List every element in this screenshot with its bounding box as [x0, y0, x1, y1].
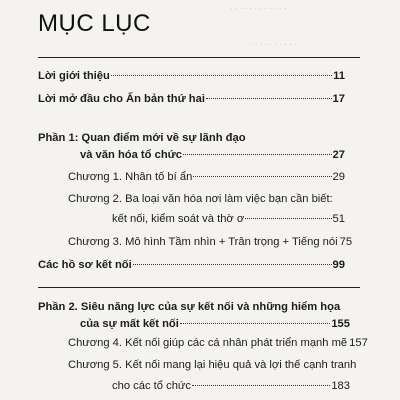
toc-entry-text: Chương 1. Nhân tố bí ẩn	[68, 171, 193, 183]
toc-entry-foreword[interactable]	[38, 92, 345, 106]
bleed-through-text: · · · · · · · · · · · ·	[230, 4, 287, 13]
toc-entry-part2-line1: Phần 2. Siêu năng lực của sự kết nối và những hiểm họa	[38, 301, 341, 313]
toc-page-number: 51	[332, 213, 345, 225]
toc-entry-text: cho các tổ chức	[112, 380, 192, 392]
toc-entry-text: Lời giới thiệu	[38, 70, 110, 82]
toc-entry-text: Các hồ sơ kết nối	[38, 259, 132, 271]
toc-page-number: 157	[349, 337, 368, 349]
toc-entry-profiles[interactable]	[38, 258, 345, 272]
dot-leader	[192, 385, 330, 386]
toc-entry-text: Lời mở đầu cho Ấn bản thứ hai	[38, 93, 205, 105]
toc-entry-text: và văn hóa tổ chức	[80, 149, 182, 161]
dot-leader	[180, 323, 330, 324]
toc-entry-ch1[interactable]	[68, 170, 345, 184]
toc-entry-text: của sự mất kết nối	[80, 318, 179, 330]
bleed-through-text: · · · · · · · · · ·	[250, 40, 297, 49]
toc-page-number: 17	[332, 93, 345, 105]
toc-entry-text: Chương 3. Mô hình Tầm nhìn + Trân trọng + Tiếng nói	[68, 236, 338, 248]
toc-entry-part1[interactable]	[80, 148, 345, 162]
toc-entry-ch2-line1: Chương 2. Ba loại văn hóa nơi làm việc bạn cần biết:	[68, 193, 333, 205]
toc-entry-intro[interactable]	[38, 69, 345, 83]
dot-leader	[183, 154, 332, 155]
toc-page-number: 27	[332, 149, 345, 161]
toc-page-number: 29	[332, 171, 345, 183]
toc-page-number: 11	[333, 70, 345, 82]
toc-page-number: 155	[331, 318, 350, 330]
toc-entry-ch5[interactable]	[112, 379, 350, 393]
page-title: MỤC LỤC	[38, 10, 151, 37]
toc-entry-ch5-line1: Chương 5. Kết nối mang lại hiệu quả và lợi thế cạnh tranh	[68, 359, 357, 371]
dot-leader	[133, 264, 332, 265]
top-divider	[38, 57, 360, 58]
toc-entry-ch3[interactable]	[68, 235, 353, 249]
toc-entry-part2[interactable]	[80, 317, 350, 331]
dot-leader	[111, 75, 332, 76]
toc-page-number: 75	[339, 236, 353, 248]
toc-entry-ch2[interactable]	[112, 212, 345, 226]
toc-page-number: 99	[332, 259, 345, 271]
dot-leader	[245, 218, 331, 219]
toc-entry-text: kết nối, kiểm soát và thờ ơ	[112, 213, 245, 225]
toc-entry-part1-line1: Phần 1: Quan điểm mới về sự lãnh đạo	[38, 132, 246, 144]
toc-entry-text: Chương 4. Kết nối giúp các cá nhân phát triển mạnh mẽ	[68, 337, 348, 349]
toc-entry-ch4[interactable]	[68, 336, 368, 350]
section-divider	[38, 287, 360, 288]
toc-page-number: 183	[331, 380, 350, 392]
dot-leader	[206, 98, 332, 99]
dot-leader	[193, 176, 331, 177]
